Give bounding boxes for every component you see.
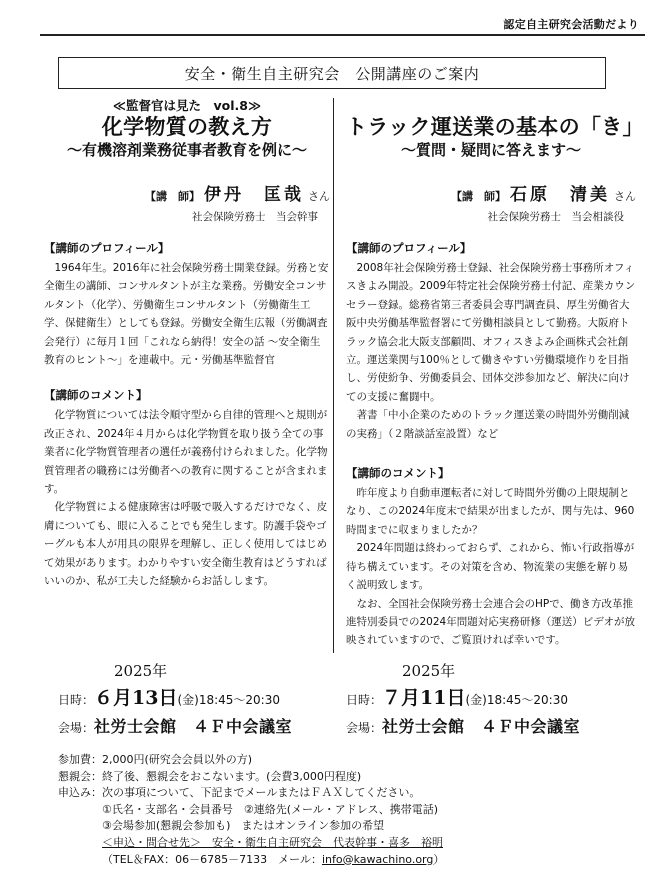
speaker-line bbox=[44, 180, 330, 205]
venue-label: 会場： bbox=[58, 721, 95, 735]
date-label: 日時： bbox=[346, 693, 383, 707]
speaker-affiliation: 社会保険労務士 当会相談役 bbox=[487, 211, 624, 223]
profile-heading: 【講師のプロフィール】 bbox=[346, 241, 472, 255]
column-divider bbox=[333, 98, 334, 653]
schedule-venue bbox=[58, 714, 328, 737]
apply-item: ③会場参加(懇親会参加も) またはオンライン参加の希望 bbox=[102, 819, 385, 833]
profile-text: 2008年社会保険労務士登録、社会保険労務士事務所オフィスきよみ開設。2009年特定社会保険労務士付記、産業カウンセラー登録。総務省第三者委員会専門調査員、厚生労働省大阪中央労働基準監督署にて労働相談員として勤務。大阪府トラック協会北大阪支部顧問、オフィスきよみ企画株式会社創立。運送業関与100％として働きやすい労働環境作りを目指し、労使紛争、労働委員会、団体交渉参加など、解決に向けての支援に奮闘中。 bbox=[346, 262, 636, 403]
speaker-role: 【講 師】 bbox=[145, 190, 200, 203]
tel-text: （TEL＆FAX：06－6785－7133 メール： bbox=[102, 852, 322, 866]
speaker-role: 【講 師】 bbox=[451, 190, 506, 203]
lecture-title: 化学物質の教え方 bbox=[101, 115, 273, 139]
right-schedule bbox=[346, 660, 646, 737]
lecture-subtitle: ～有機溶剤業務従事者教育を例に～ bbox=[66, 141, 307, 159]
right-lecture-column bbox=[346, 96, 644, 650]
date-time: (金)18:45～20:30 bbox=[177, 693, 280, 707]
apply-item: ①氏名・支部名・会員番号 ②連絡先(メール・アドレス、携帯電話) bbox=[102, 802, 439, 816]
comment-heading: 【講師のコメント】 bbox=[346, 466, 450, 481]
comment-paragraph: 昨年度より自動車運転者に対して時間外労働の上限規制となり、この2024年度末で結果が出ましたが、関与先は、960時間までに収まりましたか？ bbox=[346, 487, 635, 536]
schedule-date bbox=[346, 683, 646, 710]
series-label: ≪監督官は見た vol.8≫ bbox=[112, 98, 262, 113]
notice-box bbox=[58, 57, 606, 89]
fee-line: 参加費：2,000円(研究会会員以外の方) bbox=[58, 753, 253, 766]
notice-title: 安全・衛生自主研究会 公開講座のご案内 bbox=[184, 64, 480, 83]
schedule-year: 2025年 bbox=[402, 662, 456, 680]
schedule-year: 2025年 bbox=[114, 662, 168, 680]
contact-line: ＜申込・問合せ先＞ 安全・衛生自主研究会 代表幹事・喜多 裕明 bbox=[102, 835, 443, 849]
newsletter-section-label: 認定自主研究会活動だより bbox=[503, 18, 639, 31]
left-lecture-column bbox=[44, 96, 330, 591]
apply-line: 申込み：次の事項について、下記までメールまたはＦＡＸしてください。 bbox=[58, 786, 421, 800]
speaker-affiliation: 社会保険労務士 当会幹事 bbox=[192, 211, 318, 223]
speaker-honorific: さん bbox=[614, 190, 636, 203]
date-label: 日時： bbox=[58, 693, 95, 707]
speaker-honorific: さん bbox=[308, 190, 330, 203]
schedule-date bbox=[58, 683, 328, 710]
comment-paragraph: 化学物質による健康障害は呼吸で吸入するだけでなく、皮膚についても、眼に入ることでも発生します。防護手袋やゴーグルも本人が用具の限界を理解し、正しく使用してはじめて効果があります。わかりやすい安全衛生教育はどうすればいいのか、私が工夫した経験からお話しします。 bbox=[44, 501, 328, 588]
speaker-line bbox=[346, 180, 636, 205]
venue-label: 会場： bbox=[346, 721, 383, 735]
profile-text: 著書「中小企業のためのトラック運送業の時間外労働削減の実務」（２階談話室設置）など bbox=[346, 409, 630, 440]
comment-paragraph: なお、全国社会保険労務士会連合会のHPで、働き方改革推進特別委員での2024年問題対応実務研修（運送）ビデオが放映されていますので、ご覧頂ければ幸いです。 bbox=[346, 597, 636, 647]
date-main: ６月13日 bbox=[94, 687, 178, 709]
header-rule bbox=[40, 34, 645, 36]
series-label bbox=[346, 96, 636, 112]
email-link[interactable]: info@kawachino.org bbox=[321, 852, 434, 866]
date-time: (金)18:45～20:30 bbox=[465, 693, 568, 707]
left-schedule bbox=[58, 660, 328, 737]
speaker-name: 伊丹 匡哉 bbox=[204, 185, 304, 205]
party-line: 懇親会：終了後、懇親会をおこないます。(会費3,000円程度) bbox=[58, 769, 362, 783]
profile-heading: 【講師のプロフィール】 bbox=[44, 241, 170, 255]
tel-end: ） bbox=[433, 852, 445, 866]
speaker-name: 石原 清美 bbox=[510, 185, 610, 205]
date-main: ７月11日 bbox=[382, 687, 466, 709]
lecture-subtitle: ～質問・疑問に答えます～ bbox=[400, 141, 581, 159]
application-info bbox=[58, 752, 648, 868]
venue-name: 社労士会館 ４Ｆ中会議室 bbox=[382, 717, 581, 736]
comment-paragraph: 2024年問題は終わっておらず、これから、怖い行政指導が待ち構えています。その対策を含め、物流業の実態を解り易く説明致します。 bbox=[346, 542, 635, 592]
schedule-venue bbox=[346, 714, 646, 737]
profile-text: 1964年生。2016年に社会保険労務士開業登録。労務と安全衛生の講師、コンサルタントが主な業務。労働安全コンサルタント（化学）、労働衛生コンサルタント（労働衛生工学、保健衛生）としても登録。労働安全衛生広報（労働調査会発行）に毎月１回「これなら納得！安全の話 ～安全衛生教育のヒント～」を連載中。元・労働基準監督官 bbox=[44, 262, 329, 367]
lecture-title: トラック運送業の基本の「き」 bbox=[346, 115, 644, 139]
tel-line bbox=[58, 852, 648, 869]
venue-name: 社労士会館 ４Ｆ中会議室 bbox=[94, 717, 293, 736]
comment-heading: 【講師のコメント】 bbox=[44, 388, 148, 403]
comment-paragraph: 化学物質については法令順守型から自律的管理へと規則が改正され、2024年４月からは化学物質を取り扱う全ての事業者に化学物質管理者の選任が義務付けられました。化学物質管理者の職務には労働者への教育に関することが含まれます。 bbox=[44, 409, 328, 496]
